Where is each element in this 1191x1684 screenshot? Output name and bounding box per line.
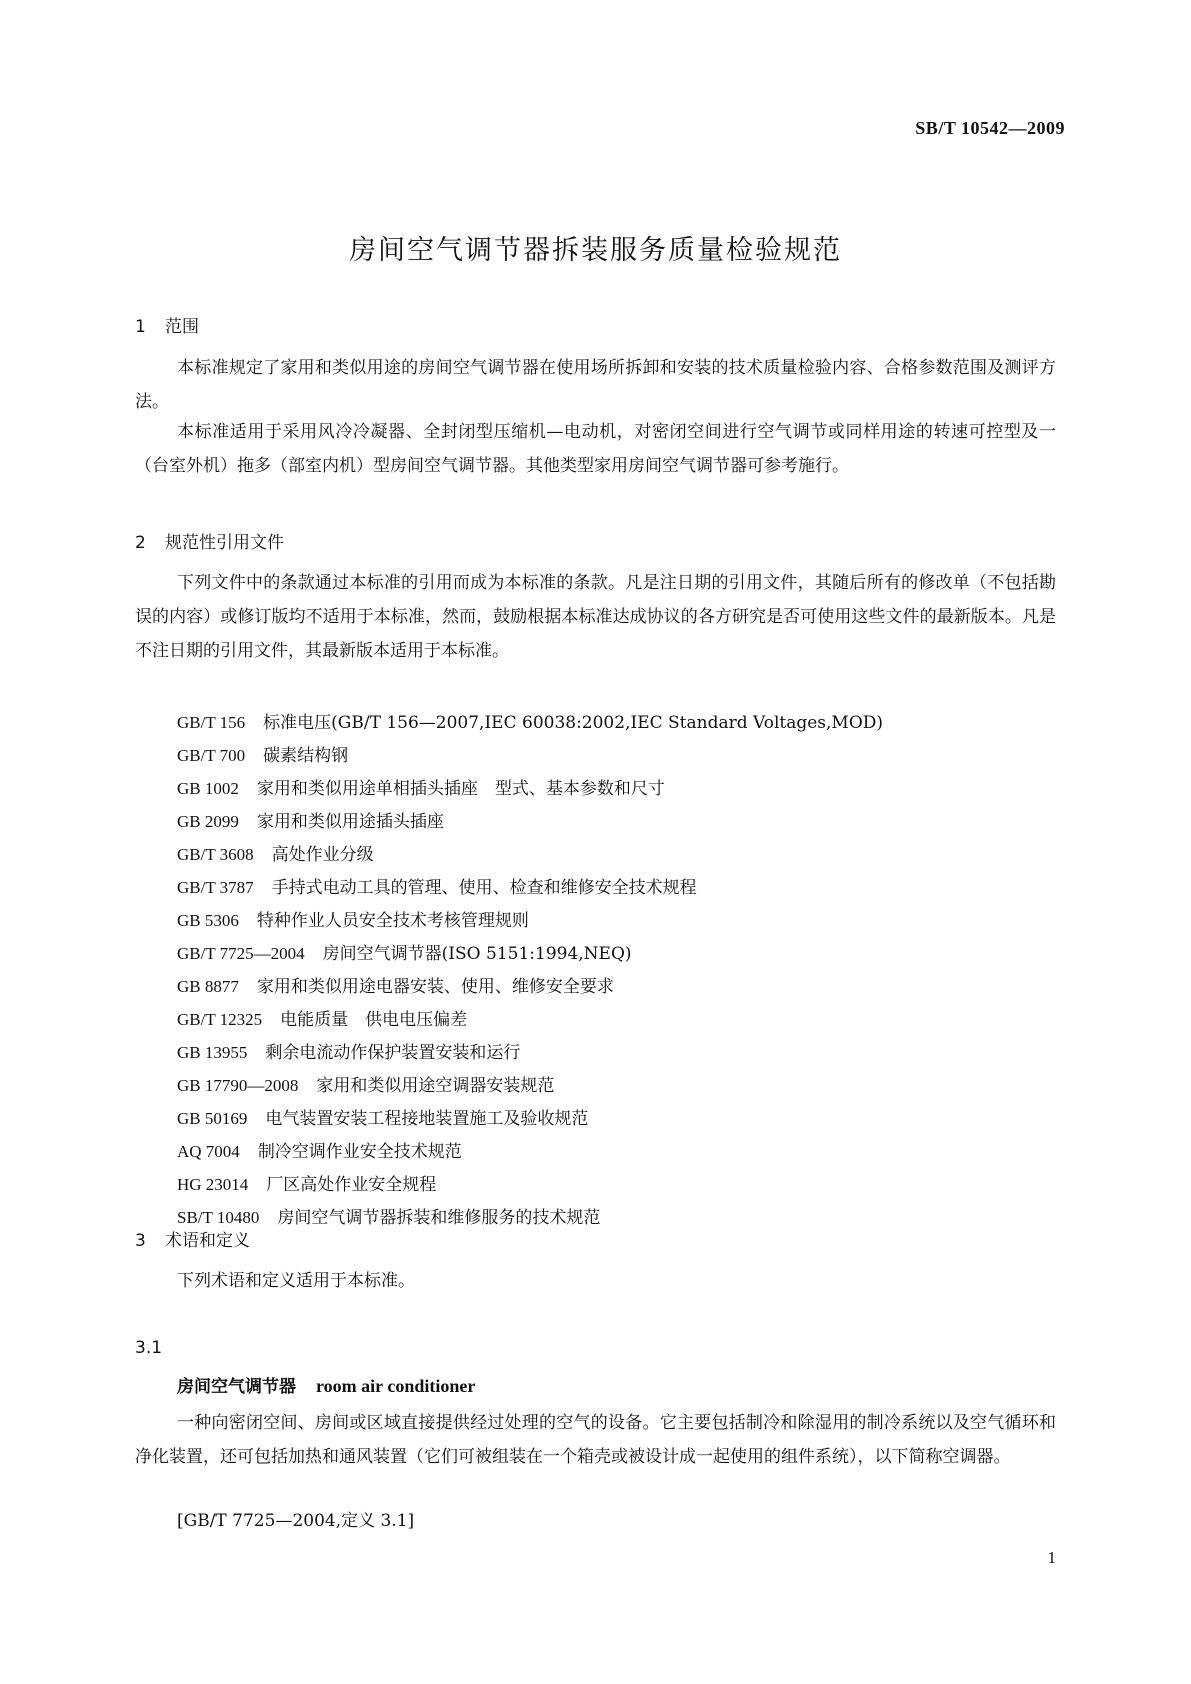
section-title: 术语和定义	[165, 1231, 250, 1251]
section-1-paragraph-2: 本标准适用于采用风冷冷凝器、全封闭型压缩机—电动机，对密闭空间进行空气调节或同样用途的转速可控型及一（台室外机）拖多（部室内机）型房间空气调节器。其他类型家用房间空气调节器可参考施行。	[135, 422, 1056, 476]
reference-title: 家用和类似用途单相插头插座 型式、基本参数和尺寸	[256, 779, 665, 799]
reference-title: 电能质量 供电电压偏差	[280, 1010, 468, 1030]
reference-item	[177, 805, 883, 838]
term-name-en: room air conditioner	[316, 1376, 476, 1396]
reference-code: GB 13955	[177, 1043, 248, 1062]
normative-references-list	[177, 706, 883, 1234]
reference-item	[177, 838, 883, 871]
reference-title: 特种作业人员安全技术考核管理规则	[256, 911, 529, 931]
section-2-paragraph-1: 下列文件中的条款通过本标准的引用而成为本标准的条款。凡是注日期的引用文件，其随后所有的修改单（不包括勘误的内容）或修订版均不适用于本标准，然而，鼓励根据本标准达成协议的各方研究是否可使用这些文件的最新版本。凡是不注日期的引用文件，其最新版本适用于本标准。	[135, 573, 1056, 661]
reference-title: 手持式电动工具的管理、使用、检查和维修安全技术规程	[271, 878, 697, 898]
reference-item	[177, 739, 883, 772]
section-number: 2	[135, 533, 146, 553]
reference-code: GB 50169	[177, 1109, 248, 1128]
reference-title: 房间空气调节器拆装和维修服务的技术规范	[277, 1208, 601, 1228]
reference-item	[177, 970, 883, 1003]
reference-code: GB/T 3608	[177, 845, 254, 864]
reference-item	[177, 1201, 883, 1234]
section-1-heading	[135, 312, 199, 337]
section-2-heading	[135, 528, 284, 553]
page-number: 1	[1047, 1548, 1056, 1567]
reference-item	[177, 1135, 883, 1168]
reference-code: GB/T 700	[177, 746, 246, 765]
reference-code: GB/T 12325	[177, 1010, 263, 1029]
reference-code: GB/T 156	[177, 713, 246, 732]
reference-title: 家用和类似用途插头插座	[256, 812, 444, 832]
reference-item	[177, 1102, 883, 1135]
reference-title: 厂区高处作业安全规程	[266, 1175, 437, 1195]
standard-code: SB/T 10542—2009	[915, 118, 1065, 138]
reference-code: GB 2099	[177, 812, 239, 831]
reference-item	[177, 871, 883, 904]
reference-item	[177, 937, 883, 970]
reference-title: 家用和类似用途电器安装、使用、维修安全要求	[256, 977, 614, 997]
reference-title: 碳素结构钢	[263, 746, 349, 766]
reference-code: AQ 7004	[177, 1142, 240, 1161]
reference-code: SB/T 10480	[177, 1208, 260, 1227]
reference-item	[177, 1036, 883, 1069]
reference-title: 剩余电流动作保护装置安装和运行	[265, 1043, 521, 1063]
reference-item	[177, 772, 883, 805]
section-1-paragraph-1: 本标准规定了家用和类似用途的房间空气调节器在使用场所拆卸和安装的技术质量检验内容、合格参数范围及测评方法。	[135, 358, 1056, 412]
reference-item	[177, 1003, 883, 1036]
reference-item	[177, 904, 883, 937]
reference-code: HG 23014	[177, 1175, 249, 1194]
term-definition: 一种向密闭空间、房间或区域直接提供经过处理的空气的设备。它主要包括制冷和除湿用的制冷系统以及空气循环和净化装置，还可包括加热和通风装置（它们可被组装在一个箱壳或被设计成一起使用的组件系统），以下简称空调器。	[135, 1413, 1056, 1467]
reference-code: GB/T 3787	[177, 878, 254, 897]
reference-title: 制冷空调作业安全技术规范	[257, 1142, 462, 1162]
reference-item	[177, 1069, 883, 1102]
section-title: 范围	[165, 317, 199, 337]
section-number: 3	[135, 1231, 146, 1251]
reference-code: GB/T 7725—2004	[177, 944, 305, 963]
reference-code: GB 5306	[177, 911, 239, 930]
term-number: 3.1	[135, 1338, 163, 1358]
reference-title: 家用和类似用途空调器安装规范	[316, 1076, 555, 1096]
reference-title: 标准电压(GB/T 156—2007,IEC 60038:2002,IEC Standard Voltages,MOD)	[263, 713, 884, 733]
document-title: 房间空气调节器拆装服务质量检验规范	[349, 235, 842, 266]
reference-title: 高处作业分级	[271, 845, 374, 865]
reference-item	[177, 1168, 883, 1201]
reference-item	[177, 706, 883, 739]
section-number: 1	[135, 317, 146, 337]
term-source: [GB/T 7725—2004,定义 3.1]	[177, 1511, 415, 1531]
section-title: 规范性引用文件	[165, 533, 284, 553]
reference-code: GB 1002	[177, 779, 239, 798]
term-name-zh: 房间空气调节器	[177, 1377, 296, 1397]
reference-title: 电气装置安装工程接地装置施工及验收规范	[265, 1109, 589, 1129]
reference-title: 房间空气调节器(ISO 5151:1994,NEQ)	[322, 944, 632, 964]
reference-code: GB 8877	[177, 977, 239, 996]
reference-code: GB 17790—2008	[177, 1076, 299, 1095]
section-3-heading	[135, 1226, 250, 1251]
term-name	[177, 1372, 475, 1397]
section-3-paragraph-1: 下列术语和定义适用于本标准。	[177, 1271, 415, 1291]
